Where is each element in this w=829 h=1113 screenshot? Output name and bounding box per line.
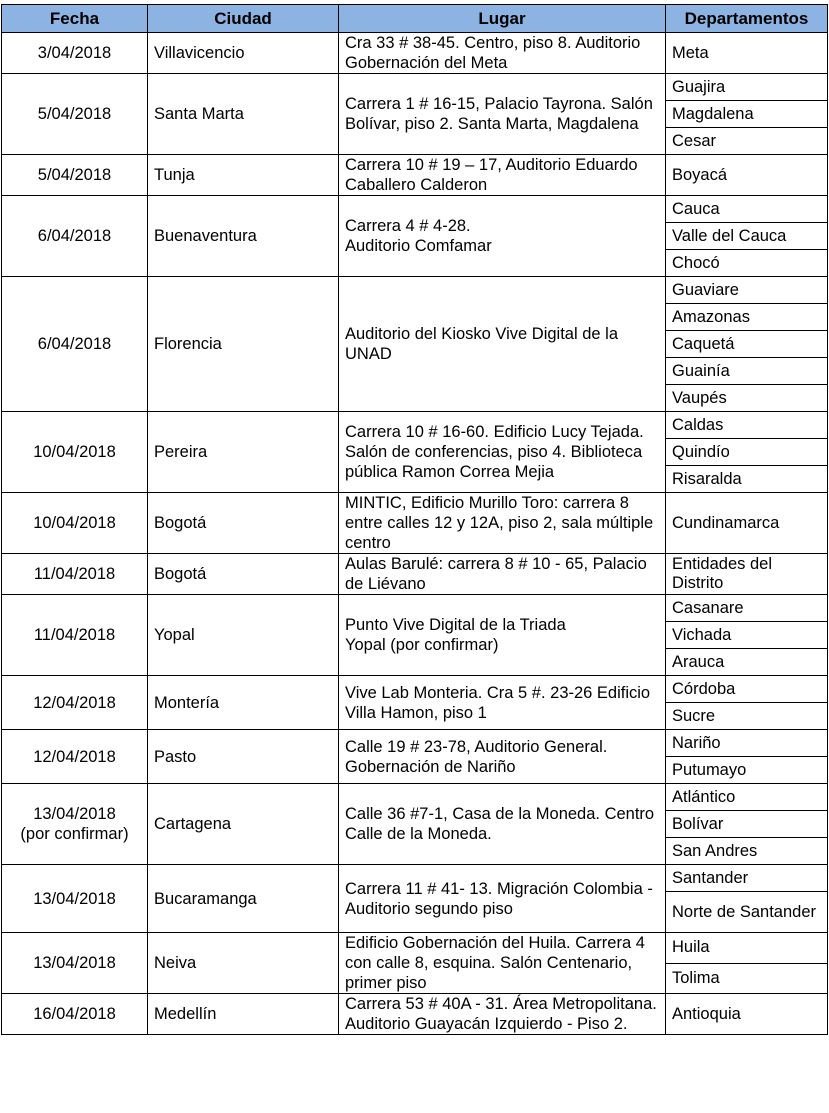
schedule-table [1, 4, 828, 1035]
departamento-cell: Nariño [666, 730, 828, 757]
departamento-cell: Bolívar [666, 811, 828, 838]
departamento-cell: Putumayo [666, 757, 828, 784]
ciudad-cell: Buenaventura [148, 196, 339, 277]
ciudad-cell: Santa Marta [148, 74, 339, 155]
ciudad-cell: Medellín [148, 994, 339, 1035]
departamento-cell: Santander [666, 865, 828, 892]
departamento-cell: Caldas [666, 412, 828, 439]
fecha-cell: 13/04/2018 [2, 933, 148, 994]
fecha-cell: 6/04/2018 [2, 277, 148, 412]
ciudad-cell: Neiva [148, 933, 339, 994]
header-lugar: Lugar [339, 5, 666, 33]
fecha-cell: 12/04/2018 [2, 730, 148, 784]
table-row [2, 595, 828, 622]
ciudad-cell: Bogotá [148, 554, 339, 595]
ciudad-cell: Montería [148, 676, 339, 730]
departamento-cell: Magdalena [666, 101, 828, 128]
ciudad-cell: Tunja [148, 155, 339, 196]
lugar-cell: Auditorio del Kiosko Vive Digital de la UNAD [339, 277, 666, 412]
departamento-cell: Amazonas [666, 304, 828, 331]
fecha-cell: 11/04/2018 [2, 595, 148, 676]
departamento-cell: Atlántico [666, 784, 828, 811]
table-row [2, 493, 828, 554]
table-row [2, 196, 828, 223]
departamento-cell: Guajira [666, 74, 828, 101]
lugar-cell: Carrera 10 # 19 – 17, Auditorio Eduardo Caballero Calderon [339, 155, 666, 196]
lugar-cell: Calle 19 # 23-78, Auditorio General. Gobernación de Nariño [339, 730, 666, 784]
lugar-cell: Punto Vive Digital de la Triada Yopal (por confirmar) [339, 595, 666, 676]
table-row [2, 933, 828, 964]
fecha-cell: 6/04/2018 [2, 196, 148, 277]
header-fecha: Fecha [2, 5, 148, 33]
fecha-cell: 11/04/2018 [2, 554, 148, 595]
table-row [2, 277, 828, 304]
fecha-cell: 5/04/2018 [2, 155, 148, 196]
table-row [2, 33, 828, 74]
fecha-cell: 13/04/2018 (por confirmar) [2, 784, 148, 865]
departamento-cell: Meta [666, 33, 828, 74]
lugar-cell: Aulas Barulé: carrera 8 # 10 - 65, Palacio de Liévano [339, 554, 666, 595]
departamento-cell: Guaviare [666, 277, 828, 304]
table-row [2, 155, 828, 196]
departamento-cell: Norte de Santander [666, 892, 828, 933]
departamento-cell: Vichada [666, 622, 828, 649]
ciudad-cell: Cartagena [148, 784, 339, 865]
fecha-cell: 13/04/2018 [2, 865, 148, 933]
departamento-cell: Guainía [666, 358, 828, 385]
ciudad-cell: Florencia [148, 277, 339, 412]
lugar-cell: MINTIC, Edificio Murillo Toro: carrera 8 entre calles 12 y 12A, piso 2, sala múltiple centro [339, 493, 666, 554]
table-row [2, 676, 828, 703]
departamento-cell: Casanare [666, 595, 828, 622]
table-row [2, 554, 828, 595]
departamento-cell: Antioquia [666, 994, 828, 1035]
fecha-cell: 3/04/2018 [2, 33, 148, 74]
fecha-cell: 10/04/2018 [2, 412, 148, 493]
lugar-cell: Carrera 1 # 16-15, Palacio Tayrona. Salón Bolívar, piso 2. Santa Marta, Magdalena [339, 74, 666, 155]
table-row [2, 412, 828, 439]
table-row [2, 74, 828, 101]
departamento-cell: Tolima [666, 963, 828, 994]
lugar-cell: Carrera 53 # 40A - 31. Área Metropolitana. Auditorio Guayacán Izquierdo - Piso 2. [339, 994, 666, 1035]
departamento-cell: Cundinamarca [666, 493, 828, 554]
fecha-cell: 10/04/2018 [2, 493, 148, 554]
departamento-cell: Córdoba [666, 676, 828, 703]
lugar-cell: Carrera 4 # 4-28. Auditorio Comfamar [339, 196, 666, 277]
table-row [2, 730, 828, 757]
ciudad-cell: Pereira [148, 412, 339, 493]
lugar-cell: Calle 36 #7-1, Casa de la Moneda. Centro Calle de la Moneda. [339, 784, 666, 865]
lugar-cell: Carrera 11 # 41- 13. Migración Colombia - Auditorio segundo piso [339, 865, 666, 933]
table-row [2, 865, 828, 892]
departamento-cell: Valle del Cauca [666, 223, 828, 250]
departamento-cell: Risaralda [666, 466, 828, 493]
departamento-cell: Cesar [666, 128, 828, 155]
departamento-cell: Entidades del Distrito [666, 554, 828, 595]
ciudad-cell: Bucaramanga [148, 865, 339, 933]
header-departamentos: Departamentos [666, 5, 828, 33]
lugar-cell: Edificio Gobernación del Huila. Carrera 4 con calle 8, esquina. Salón Centenario, primer piso [339, 933, 666, 994]
header-ciudad: Ciudad [148, 5, 339, 33]
departamento-cell: Boyacá [666, 155, 828, 196]
departamento-cell: Vaupés [666, 385, 828, 412]
ciudad-cell: Yopal [148, 595, 339, 676]
fecha-cell: 16/04/2018 [2, 994, 148, 1035]
departamento-cell: Cauca [666, 196, 828, 223]
departamento-cell: Chocó [666, 250, 828, 277]
ciudad-cell: Bogotá [148, 493, 339, 554]
departamento-cell: Arauca [666, 649, 828, 676]
fecha-cell: 5/04/2018 [2, 74, 148, 155]
ciudad-cell: Pasto [148, 730, 339, 784]
ciudad-cell: Villavicencio [148, 33, 339, 74]
departamento-cell: Quindío [666, 439, 828, 466]
header-row [2, 5, 828, 33]
departamento-cell: San Andres [666, 838, 828, 865]
table-body [2, 33, 828, 1035]
table-row [2, 784, 828, 811]
departamento-cell: Sucre [666, 703, 828, 730]
departamento-cell: Caquetá [666, 331, 828, 358]
lugar-cell: Cra 33 # 38-45. Centro, piso 8. Auditorio Gobernación del Meta [339, 33, 666, 74]
table-row [2, 994, 828, 1035]
lugar-cell: Carrera 10 # 16-60. Edificio Lucy Tejada. Salón de conferencias, piso 4. Biblioteca pública Ramon Correa Mejia [339, 412, 666, 493]
lugar-cell: Vive Lab Monteria. Cra 5 #. 23-26 Edificio Villa Hamon, piso 1 [339, 676, 666, 730]
fecha-cell: 12/04/2018 [2, 676, 148, 730]
departamento-cell: Huila [666, 933, 828, 964]
